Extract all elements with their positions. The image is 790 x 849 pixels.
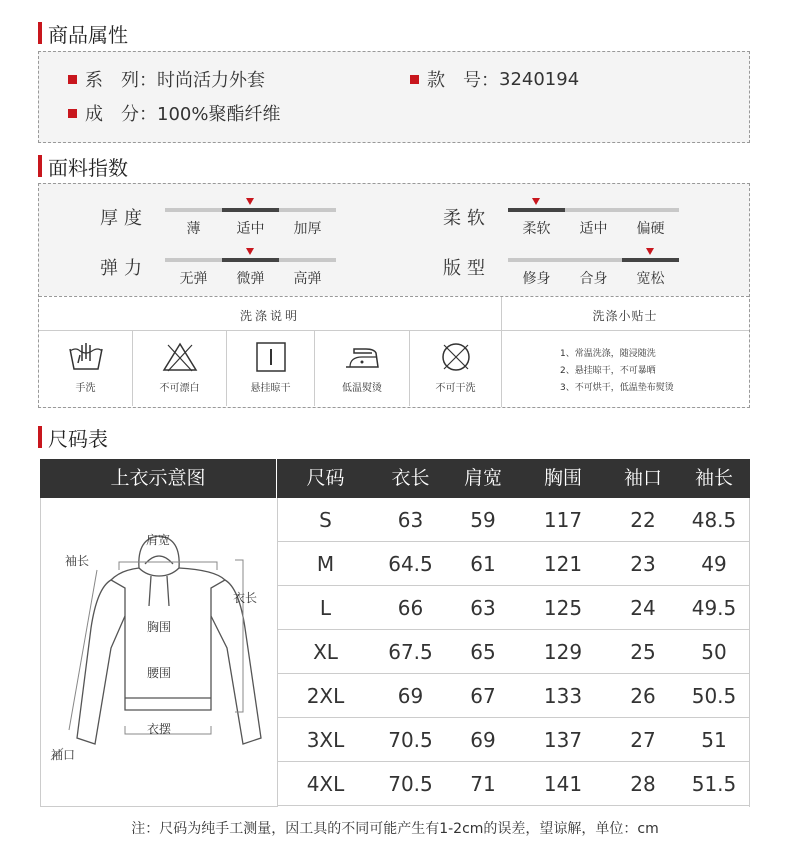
garment-diagram (40, 498, 278, 807)
bullet-square (68, 75, 77, 84)
table-cell: 67 (470, 684, 496, 708)
scale-segment (508, 258, 565, 262)
table-cell: 4XL (306, 772, 345, 796)
table-cell: 24 (630, 596, 656, 620)
low-iron-icon (342, 341, 382, 373)
table-cell: 63 (397, 508, 424, 532)
scale-segment (565, 258, 622, 262)
fabric-label-elasticity: 弹力 (100, 258, 148, 279)
scale-elasticity (165, 258, 337, 298)
table-cell: 137 (543, 728, 583, 752)
scale-option-label: 微弹 (236, 271, 265, 287)
bullet-square (410, 75, 419, 84)
section-title-size: 尺码表 (38, 424, 108, 450)
scale-option-label: 偏硬 (636, 221, 665, 237)
table-cell: 49 (701, 552, 727, 576)
col-header: 尺码 (306, 467, 345, 489)
fabric-label-fit: 版型 (443, 258, 491, 279)
scale-segment (165, 208, 222, 212)
scale-option-label: 高弹 (293, 271, 322, 287)
table-right-border (749, 498, 750, 807)
wash-tip: 2、悬挂晾干，不可暴晒 (560, 366, 656, 376)
scale-marker-icon (246, 198, 254, 205)
no-bleach-icon (160, 341, 200, 373)
table-cell: 59 (470, 508, 496, 532)
wash-item-low-iron: 低温熨烫 (315, 331, 410, 406)
scale-option-label: 修身 (522, 271, 551, 287)
scale-thickness (165, 208, 337, 248)
table-cell: 3XL (306, 728, 345, 752)
scale-segment (622, 208, 679, 212)
table-cell: 48.5 (691, 508, 737, 532)
scale-option-label: 无弹 (179, 271, 208, 287)
size-table-header (40, 459, 750, 498)
attr-series: 系 列： 时尚活力外套 (68, 66, 265, 92)
scale-option-label: 宽松 (636, 271, 665, 287)
table-cell: 70.5 (388, 728, 433, 752)
wash-tips-list (560, 346, 674, 397)
table-cell: 63 (470, 596, 496, 620)
scale-option-label: 适中 (236, 221, 265, 237)
title-accent-bar (38, 22, 42, 44)
label-sleeve: 袖长 (65, 554, 90, 568)
table-cell: S (319, 508, 332, 532)
col-header: 衣长 (391, 467, 430, 489)
wash-tips-header: 洗涤小贴士 (592, 309, 658, 323)
label-waist: 腰围 (147, 666, 172, 680)
scale-segment (565, 208, 622, 212)
scale-segment (508, 208, 565, 212)
scale-option-label: 适中 (579, 221, 608, 237)
wash-item-hang-dry: 悬挂晾干 (227, 331, 315, 406)
col-header: 胸围 (543, 467, 582, 489)
table-cell: XL (313, 640, 338, 664)
scale-segment (222, 258, 279, 262)
diagram-header: 上衣示意图 (40, 459, 277, 498)
table-cell: 61 (470, 552, 496, 576)
scale-segment (279, 258, 336, 262)
table-cell: 26 (630, 684, 656, 708)
table-cell: 50.5 (691, 684, 737, 708)
scale-marker-icon (532, 198, 540, 205)
label-chest: 胸围 (147, 620, 172, 634)
table-cell: 49.5 (691, 596, 737, 620)
scale-segment (222, 208, 279, 212)
table-cell: 66 (397, 596, 424, 620)
table-cell: 51 (701, 728, 727, 752)
scale-option-label: 柔软 (522, 221, 551, 237)
table-row (278, 762, 750, 806)
attr-style-number: 款 号： 3240194 (410, 66, 579, 92)
attr-composition: 成 分： 100%聚酯纤维 (68, 100, 280, 126)
label-cuff: 袖口 (51, 748, 76, 762)
col-header: 袖长 (694, 467, 733, 489)
scale-segment (279, 208, 336, 212)
table-row (278, 630, 750, 674)
scale-fit (508, 258, 680, 298)
fabric-label-thickness: 厚度 (100, 208, 148, 229)
table-cell: M (316, 552, 335, 576)
table-cell: L (319, 596, 332, 620)
scale-option-label: 加厚 (293, 221, 322, 237)
table-cell: 129 (543, 640, 583, 664)
wash-instructions-header: 洗涤说明 (239, 309, 300, 323)
table-cell: 133 (543, 684, 583, 708)
section-title-product: 商品属性 (38, 20, 128, 46)
table-cell: 64.5 (388, 552, 433, 576)
hang-dry-icon (251, 341, 291, 373)
table-cell: 25 (630, 640, 656, 664)
product-attrs-box (38, 51, 750, 143)
wash-item-no-dry-clean: 不可干洗 (410, 331, 501, 406)
table-row (278, 674, 750, 718)
scale-segment (165, 258, 222, 262)
bullet-square (68, 109, 77, 118)
hand-wash-icon (66, 341, 106, 373)
scale-marker-icon (246, 248, 254, 255)
scale-softness (508, 208, 680, 248)
scale-option-label: 薄 (186, 221, 201, 237)
table-cell: 125 (543, 596, 583, 620)
scale-marker-icon (646, 248, 654, 255)
col-header: 肩宽 (463, 467, 502, 489)
table-cell: 71 (470, 772, 496, 796)
table-cell: 2XL (306, 684, 345, 708)
wash-tip: 1、常温洗涤，随浸随洗 (560, 349, 656, 359)
col-header: 袖口 (623, 467, 662, 489)
table-cell: 22 (630, 508, 656, 532)
table-cell: 69 (397, 684, 424, 708)
table-row (278, 542, 750, 586)
table-cell: 69 (470, 728, 496, 752)
title-accent-bar (38, 426, 42, 448)
scale-segment (622, 258, 679, 262)
table-cell: 117 (543, 508, 583, 532)
fabric-label-softness: 柔软 (443, 208, 491, 229)
title-accent-bar (38, 155, 42, 177)
table-cell: 27 (630, 728, 656, 752)
table-cell: 51.5 (691, 772, 737, 796)
table-cell: 121 (543, 552, 583, 576)
no-dry-clean-icon (436, 341, 476, 373)
table-cell: 28 (630, 772, 656, 796)
wash-tip: 3、不可烘干，低温垫布熨烫 (560, 383, 674, 393)
table-row (278, 498, 750, 542)
table-row (278, 586, 750, 630)
label-shoulder: 肩宽 (146, 533, 171, 547)
table-cell: 23 (630, 552, 656, 576)
table-row (278, 718, 750, 762)
section-title-fabric: 面料指数 (38, 153, 128, 179)
label-length: 衣长 (233, 591, 258, 605)
table-cell: 67.5 (388, 640, 433, 664)
table-cell: 70.5 (388, 772, 433, 796)
scale-option-label: 合身 (579, 271, 608, 287)
table-cell: 50 (701, 640, 727, 664)
wash-item-hand-wash: 手洗 (39, 331, 133, 406)
table-cell: 141 (543, 772, 583, 796)
label-hem: 衣摆 (147, 722, 172, 736)
wash-item-no-bleach: 不可漂白 (133, 331, 227, 406)
table-cell: 65 (470, 640, 496, 664)
size-note: 注：尺码为纯手工测量，因工具的不同可能产生有1-2cm的误差，望谅解，单位：cm (131, 821, 659, 837)
